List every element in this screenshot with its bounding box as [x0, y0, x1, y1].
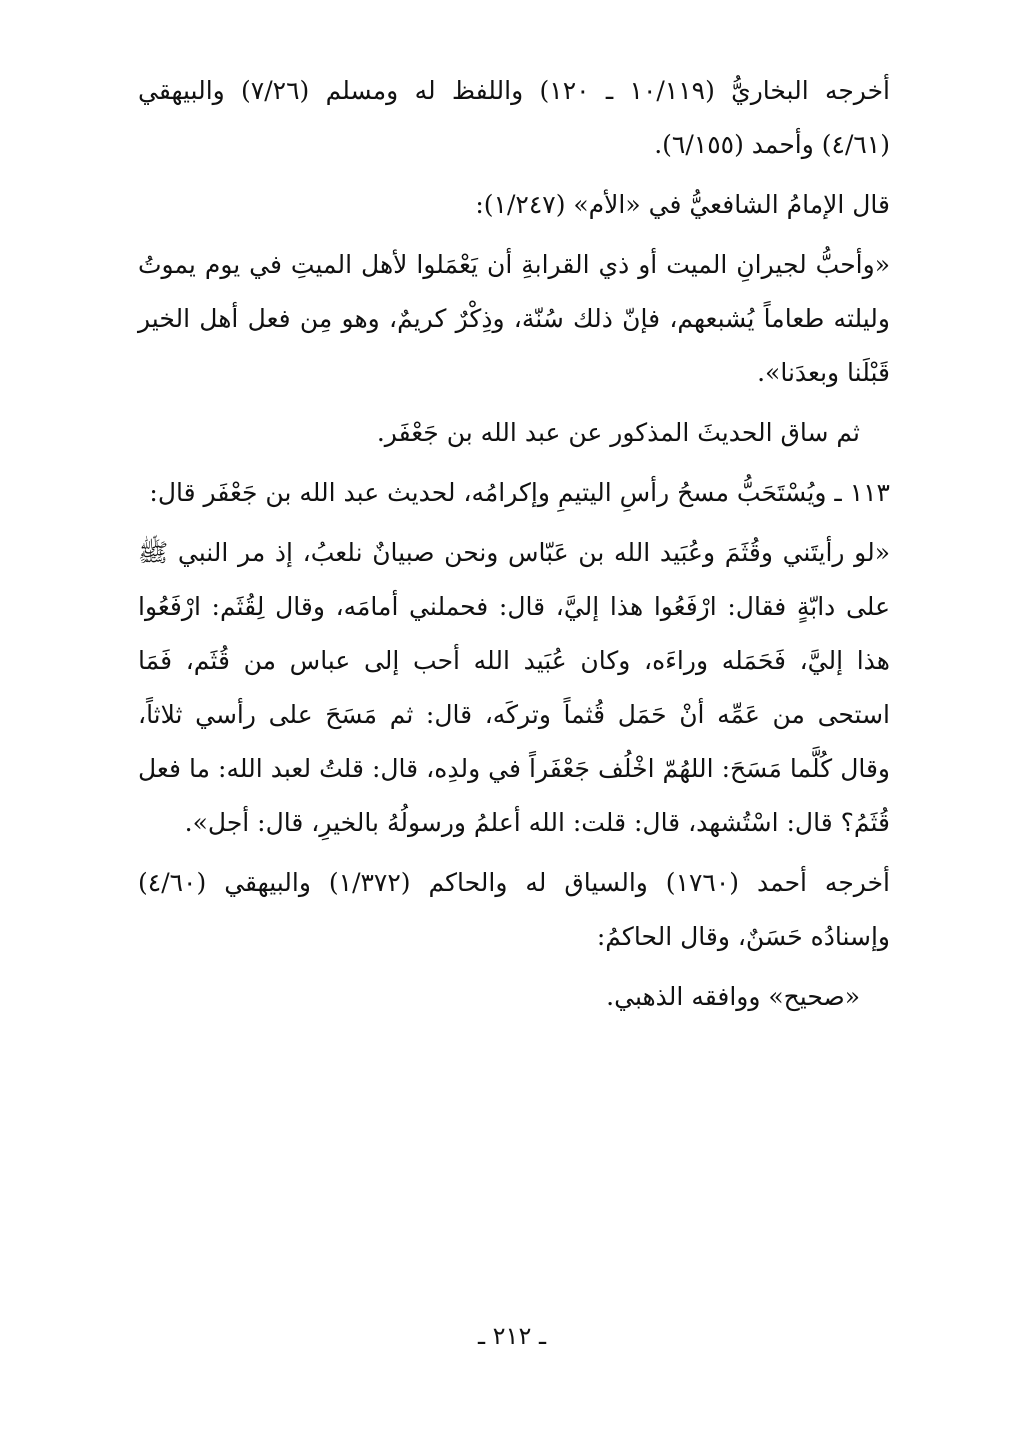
paragraph-citation-bukhari: أخرجه البخاريُّ (١٠/١١٩ ـ ١٢٠) واللفظ له ومسلم (٧/٢٦) والبيهقي (٤/٦١) وأحمد (٦/١٥٥). — [138, 76, 891, 159]
page-number: ـ ٢١٢ ـ — [477, 1322, 546, 1350]
paragraph-hadith-reference: ثم ساق الحديثَ المذكور عن عبد الله بن جَعْفَر. — [376, 418, 860, 447]
page-body — [138, 64, 890, 1024]
paragraph-shafii-intro: قال الإمامُ الشافعيُّ في «الأم» (١/٢٤٧): — [475, 190, 890, 219]
paragraph-citation-ahmad: أخرجه أحمد (١٧٦٠) والسياق له والحاكم (١/٣٧٢) والبيهقي (٤/٦٠) وإسنادُه حَسَنٌ، وقال الحاكمُ: — [138, 868, 890, 951]
paragraph-shafii-quote: «وأحبُّ لجيرانِ الميت أو ذي القرابةِ أن يَعْمَلوا لأهل الميتِ في يوم يموتُ وليلته طعاماً يُشبعهم، فإنّ ذلك سُنّة، وذِكْرٌ كريمٌ، وهو مِن فعل أهل الخير قَبْلَنا وبعدَنا». — [138, 250, 890, 387]
paragraph-hadith-quote: «لو رأيتَني وقُثَمَ وعُبَيد الله بن عَبّاس ونحن صبيانٌ نلعبُ، إذ مر النبي ﷺ على دابّةٍ فقال: ارْفَعُوا هذا إليَّ، قال: فحملني أمامَه، وقال لِقُثَم: ارْفَعُوا هذا إليَّ، فَحَمَله وراءَه، وكان عُبَيد الله أحب إلى عباس من قُثَم، فَمَا استحى من عَمِّه أنْ حَمَل قُثماً وتركَه، قال: ثم مَسَحَ على رأسي ثلاثاً، وقال كُلَّما مَسَحَ: اللهُمّ اخْلُف جَعْفَراً في ولدِه، قال: قلتُ لعبد الله: ما فعل قُثَمُ؟ قال: اسْتُشهد، قال: قلت: الله أعلمُ ورسولُهُ بالخيرِ، قال: أجل». — [138, 538, 890, 837]
paragraph-hakim-verdict: «صحيح» ووافقه الذهبي. — [606, 982, 860, 1011]
paragraph-section-113: ١١٣ ـ ويُسْتَحَبُّ مسحُ رأسِ اليتيمِ وإكرامُه، لحديث عبد الله بن جَعْفَر قال: — [149, 478, 890, 507]
